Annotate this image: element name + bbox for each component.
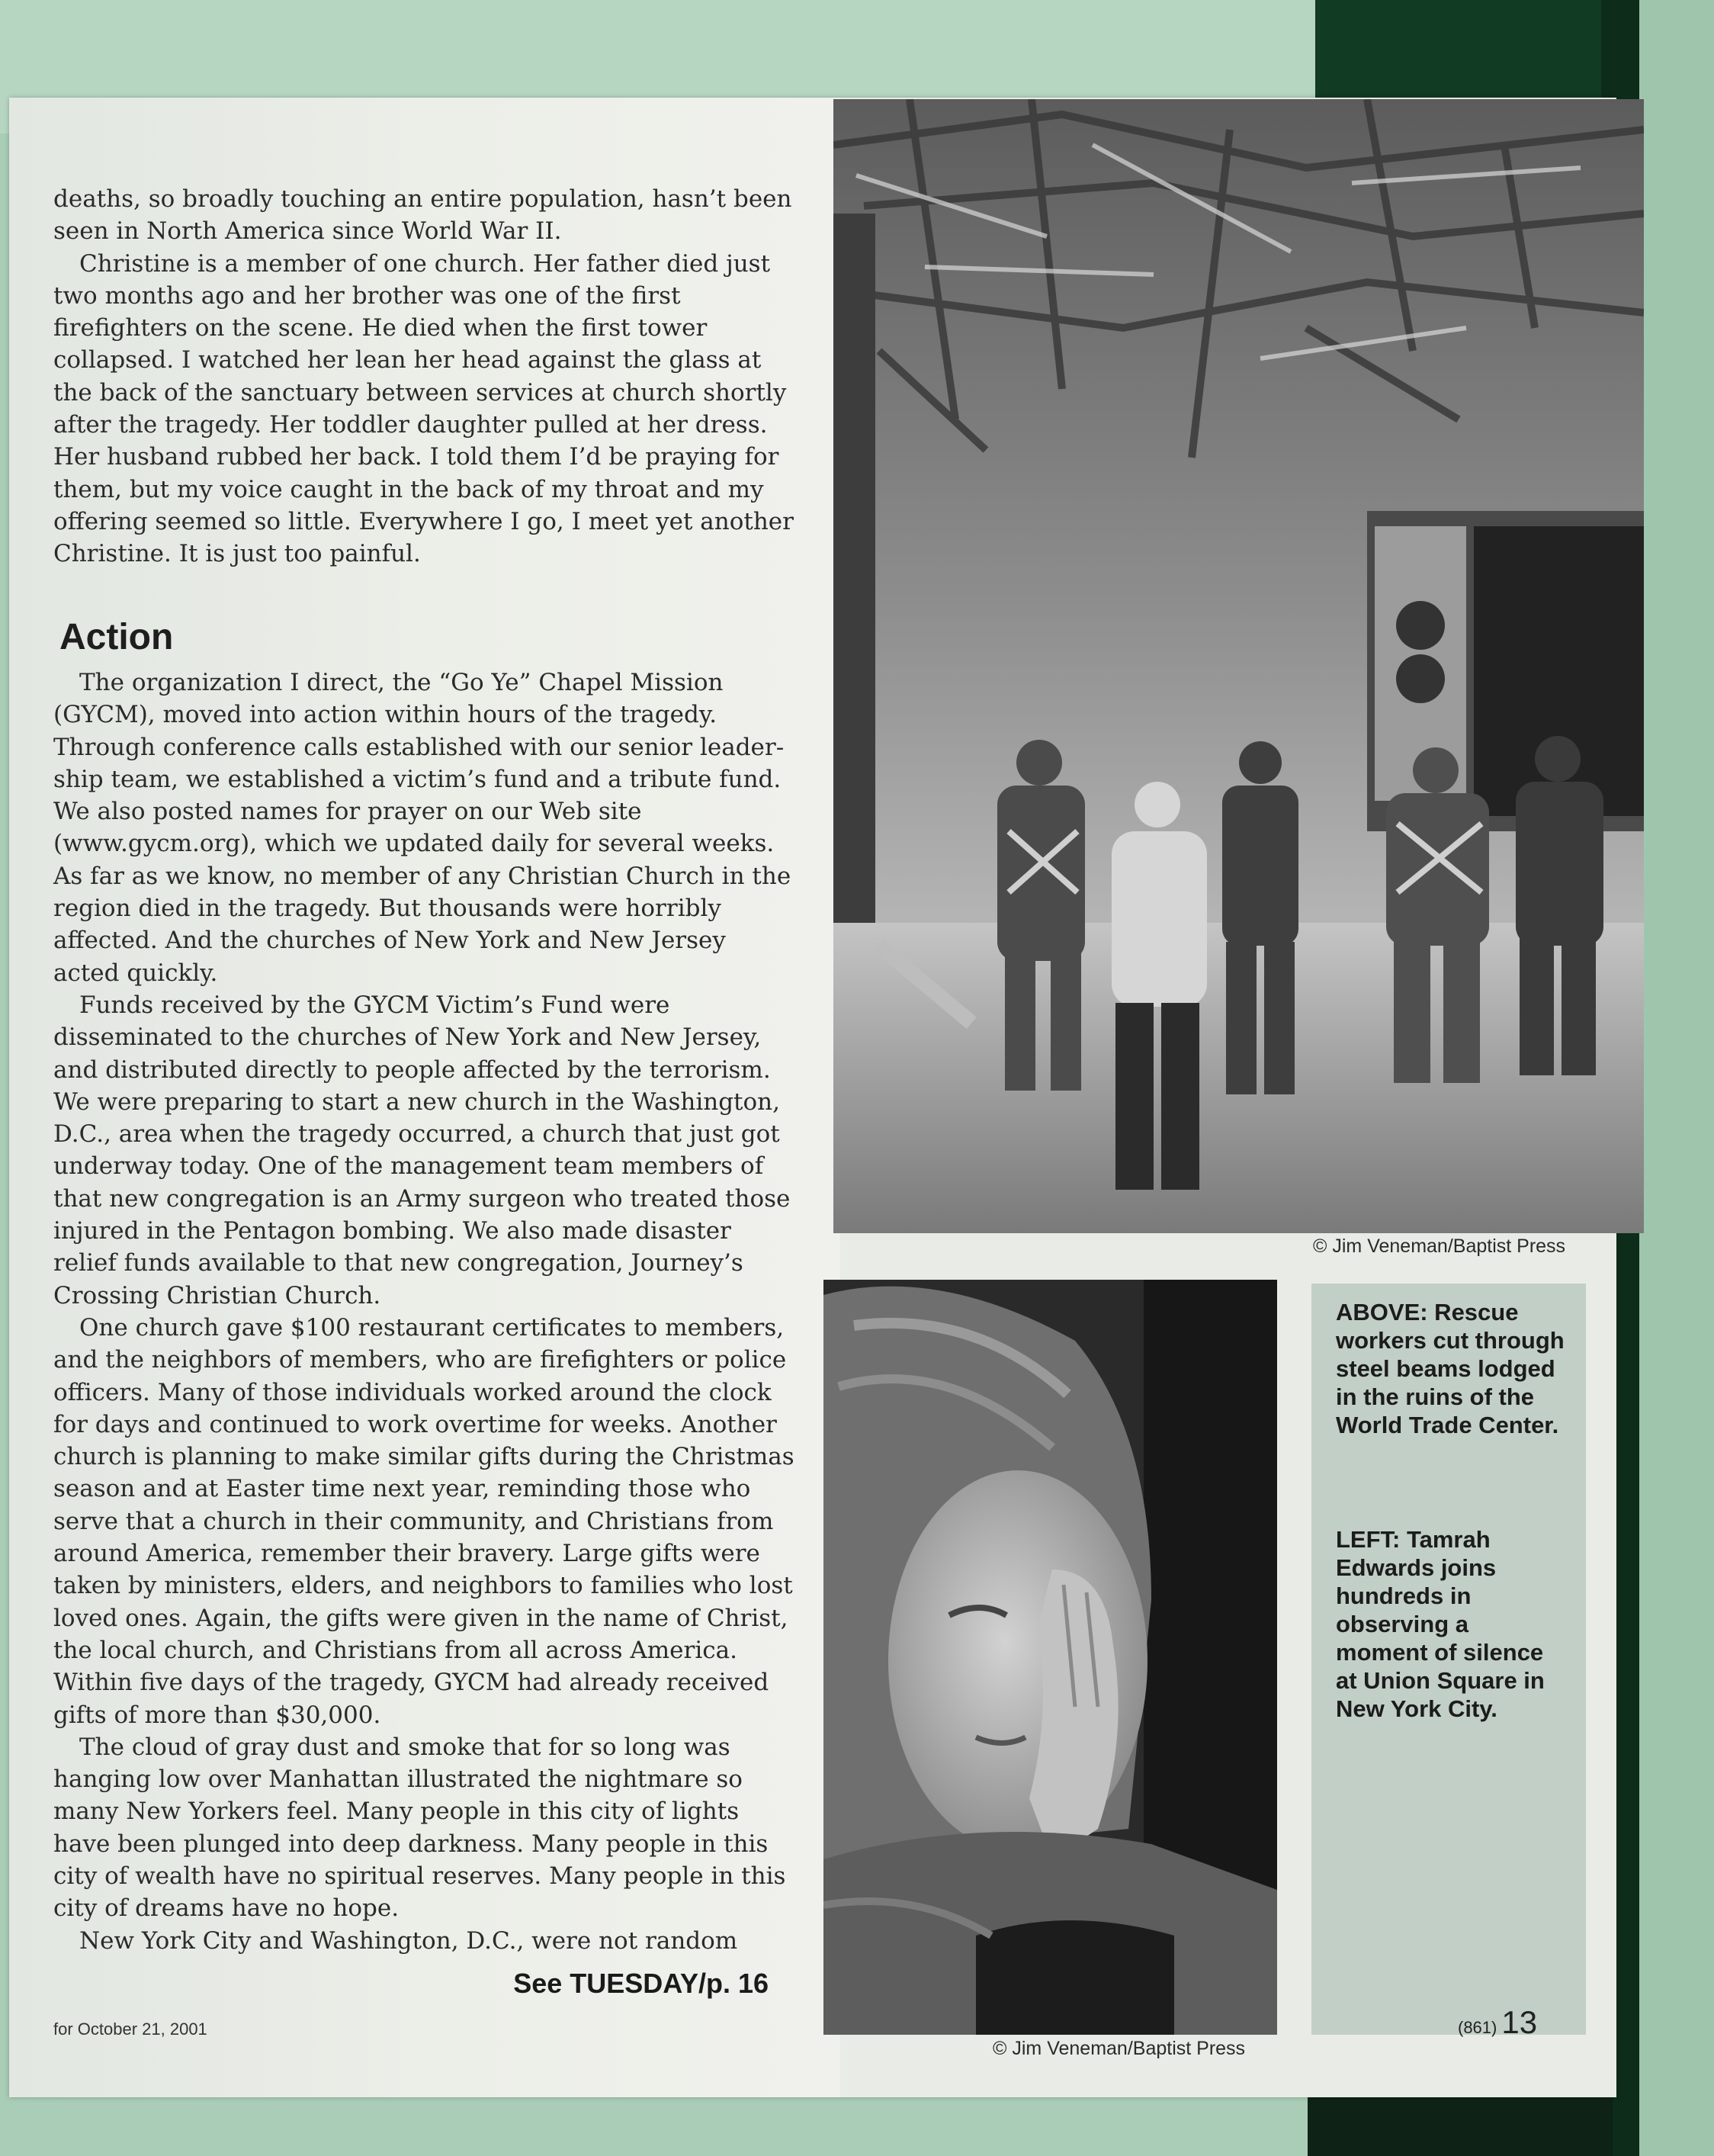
right-strip <box>1639 0 1714 2156</box>
article-action <box>53 667 797 1957</box>
paragraph-cloud: The cloud of gray dust and smoke that for so long was hanging low over Manhattan illustrated the nightmare so many New Yorkers feel. Many people in this city of lights have been plunged into deep darkness. Many people in this city of wealth have no spiritual reserves. Many people in this city of dreams have no hope. <box>53 1733 786 1923</box>
issue-date: for October 21, 2001 <box>53 2019 207 2039</box>
article-intro <box>53 183 797 570</box>
dark-band-top <box>1315 0 1601 98</box>
paragraph-last: New York City and Washington, D.C., were not random <box>79 1926 738 1955</box>
bottom-photo-credit: © Jim Veneman/Baptist Press <box>993 2038 1246 2059</box>
caption-left: LEFT: Tamrah Edwards joins hundreds in observing a moment of silence at Union Square in New York City. <box>1336 1526 1545 1722</box>
rescue-workers-photo <box>833 99 1644 1233</box>
caption-above: ABOVE: Rescue workers cut through steel beams lodged in the ruins of the World Trade Center. <box>1336 1299 1565 1438</box>
paragraph-organization: The organization I direct, the “Go Ye” Chapel Mission (GYCM), moved into action within hours of the tragedy. Through conference calls established with our senior leader-ship team, we established a victim’s fund and a tribute fund. We also posted names for prayer on our Web site (www.gycm.org), which we updated daily for several weeks. As far as we know, no member of any Christian Church in the region died in the tragedy. But thousands were horribly affected. And the churches of New York and New Jersey acted quickly. <box>53 669 791 987</box>
continued-jump: See TUESDAY/p. 16 <box>513 1968 769 1999</box>
paragraph-intro: deaths, so broadly touching an entire population, hasn’t been seen in North America since World War II. <box>53 185 792 246</box>
paragraph-gifts: One church gave $100 restaurant certificates to members, and the neighbors of members, who are firefighters or police officers. Many of those individuals worked around the clock for days and continued to work overtime for weeks. Another church is planning to make similar gifts during the Christmas season and at Easter time next year, reminding those who serve that a church in their community, and Christians from around America, remember their bravery. Large gifts were taken by ministers, elders, and neighbors to families who lost loved ones. Again, the gifts were given in the name of Christ, the local church, and Christians from all across America. Within five days of the tragedy, GYCM had already received gifts of more than $30,000. <box>53 1313 794 1729</box>
paragraph-christine: Christine is a member of one church. Her father died just two months ago and her brother was one of the first firefighters on the scene. He died when the first tower collapsed. I watched her lean her head against the glass at the back of the sanctuary between services at church shortly after the tragedy. Her toddler daughter pulled at her dress. Her husband rubbed her back. I told them I’d be praying for them, but my voice caught in the back of my throat and my offering seemed so little. Everywhere I go, I meet yet another Christine. It is just too painful. <box>53 249 794 568</box>
issue-number: (861) <box>1458 2018 1497 2037</box>
section-heading-action: Action <box>59 617 174 657</box>
paragraph-funds: Funds received by the GYCM Victim’s Fund were disseminated to the churches of New York and New Jersey, and distributed directly to people affected by the terrorism. We were preparing to start a new church in the Washington, D.C., area when the tragedy occurred, a church that just got underway today. One of the management team members of that new congregation is an Army surgeon who treated those injured in the Pentagon bombing. We also made disaster relief funds available to that new congregation, Journey’s Crossing Christian Church. <box>53 991 791 1309</box>
top-photo-credit: © Jim Veneman/Baptist Press <box>1313 1235 1566 1257</box>
page-number-block <box>1458 2004 1537 2041</box>
page-number: 13 <box>1501 2004 1538 2040</box>
moment-of-silence-photo <box>823 1280 1277 2035</box>
dark-band-bottom <box>1308 2097 1613 2156</box>
